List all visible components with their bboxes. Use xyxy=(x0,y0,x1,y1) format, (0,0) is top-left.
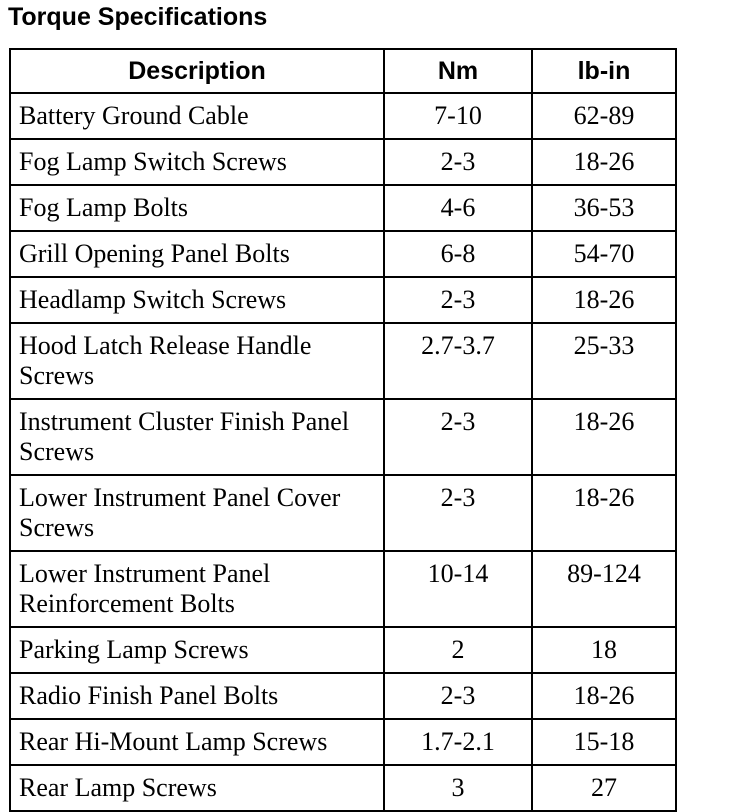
nm-cell: 10-14 xyxy=(384,551,532,627)
column-header-nm: Nm xyxy=(384,49,532,93)
nm-cell: 4-6 xyxy=(384,185,532,231)
description-cell: Instrument Cluster Finish Panel Screws xyxy=(10,399,384,475)
description-cell: Headlamp Switch Screws xyxy=(10,277,384,323)
lbin-cell: 89-124 xyxy=(532,551,676,627)
nm-cell: 2-3 xyxy=(384,673,532,719)
description-cell: Rear Lamp Screws xyxy=(10,765,384,811)
torque-spec-table xyxy=(9,48,677,812)
table-row xyxy=(10,231,676,277)
description-cell: Parking Lamp Screws xyxy=(10,627,384,673)
table-row xyxy=(10,551,676,627)
description-cell: Lower Instrument Panel Reinforcement Bolts xyxy=(10,551,384,627)
table-row xyxy=(10,277,676,323)
table-row xyxy=(10,475,676,551)
table-row xyxy=(10,185,676,231)
nm-cell: 7-10 xyxy=(384,93,532,139)
table-row xyxy=(10,399,676,475)
nm-cell: 2-3 xyxy=(384,399,532,475)
description-cell: Lower Instrument Panel Cover Screws xyxy=(10,475,384,551)
description-cell: Grill Opening Panel Bolts xyxy=(10,231,384,277)
lbin-cell: 18 xyxy=(532,627,676,673)
nm-cell: 1.7-2.1 xyxy=(384,719,532,765)
description-cell: Battery Ground Cable xyxy=(10,93,384,139)
lbin-cell: 54-70 xyxy=(532,231,676,277)
table-header-row xyxy=(10,49,676,93)
description-cell: Fog Lamp Bolts xyxy=(10,185,384,231)
column-header-description: Description xyxy=(10,49,384,93)
column-header-lbin: lb-in xyxy=(532,49,676,93)
lbin-cell: 15-18 xyxy=(532,719,676,765)
description-cell: Hood Latch Release Handle Screws xyxy=(10,323,384,399)
nm-cell: 2-3 xyxy=(384,139,532,185)
description-cell: Fog Lamp Switch Screws xyxy=(10,139,384,185)
nm-cell: 3 xyxy=(384,765,532,811)
lbin-cell: 18-26 xyxy=(532,139,676,185)
lbin-cell: 18-26 xyxy=(532,399,676,475)
lbin-cell: 36-53 xyxy=(532,185,676,231)
table-row xyxy=(10,323,676,399)
nm-cell: 2 xyxy=(384,627,532,673)
lbin-cell: 25-33 xyxy=(532,323,676,399)
table-row xyxy=(10,719,676,765)
nm-cell: 2-3 xyxy=(384,277,532,323)
table-row xyxy=(10,139,676,185)
lbin-cell: 18-26 xyxy=(532,475,676,551)
lbin-cell: 27 xyxy=(532,765,676,811)
description-cell: Radio Finish Panel Bolts xyxy=(10,673,384,719)
nm-cell: 2.7-3.7 xyxy=(384,323,532,399)
table-row xyxy=(10,93,676,139)
lbin-cell: 62-89 xyxy=(532,93,676,139)
nm-cell: 2-3 xyxy=(384,475,532,551)
page-title: Torque Specifications xyxy=(8,3,268,31)
description-cell: Rear Hi-Mount Lamp Screws xyxy=(10,719,384,765)
lbin-cell: 18-26 xyxy=(532,277,676,323)
nm-cell: 6-8 xyxy=(384,231,532,277)
table-row xyxy=(10,765,676,811)
table-row xyxy=(10,673,676,719)
table-row xyxy=(10,627,676,673)
lbin-cell: 18-26 xyxy=(532,673,676,719)
